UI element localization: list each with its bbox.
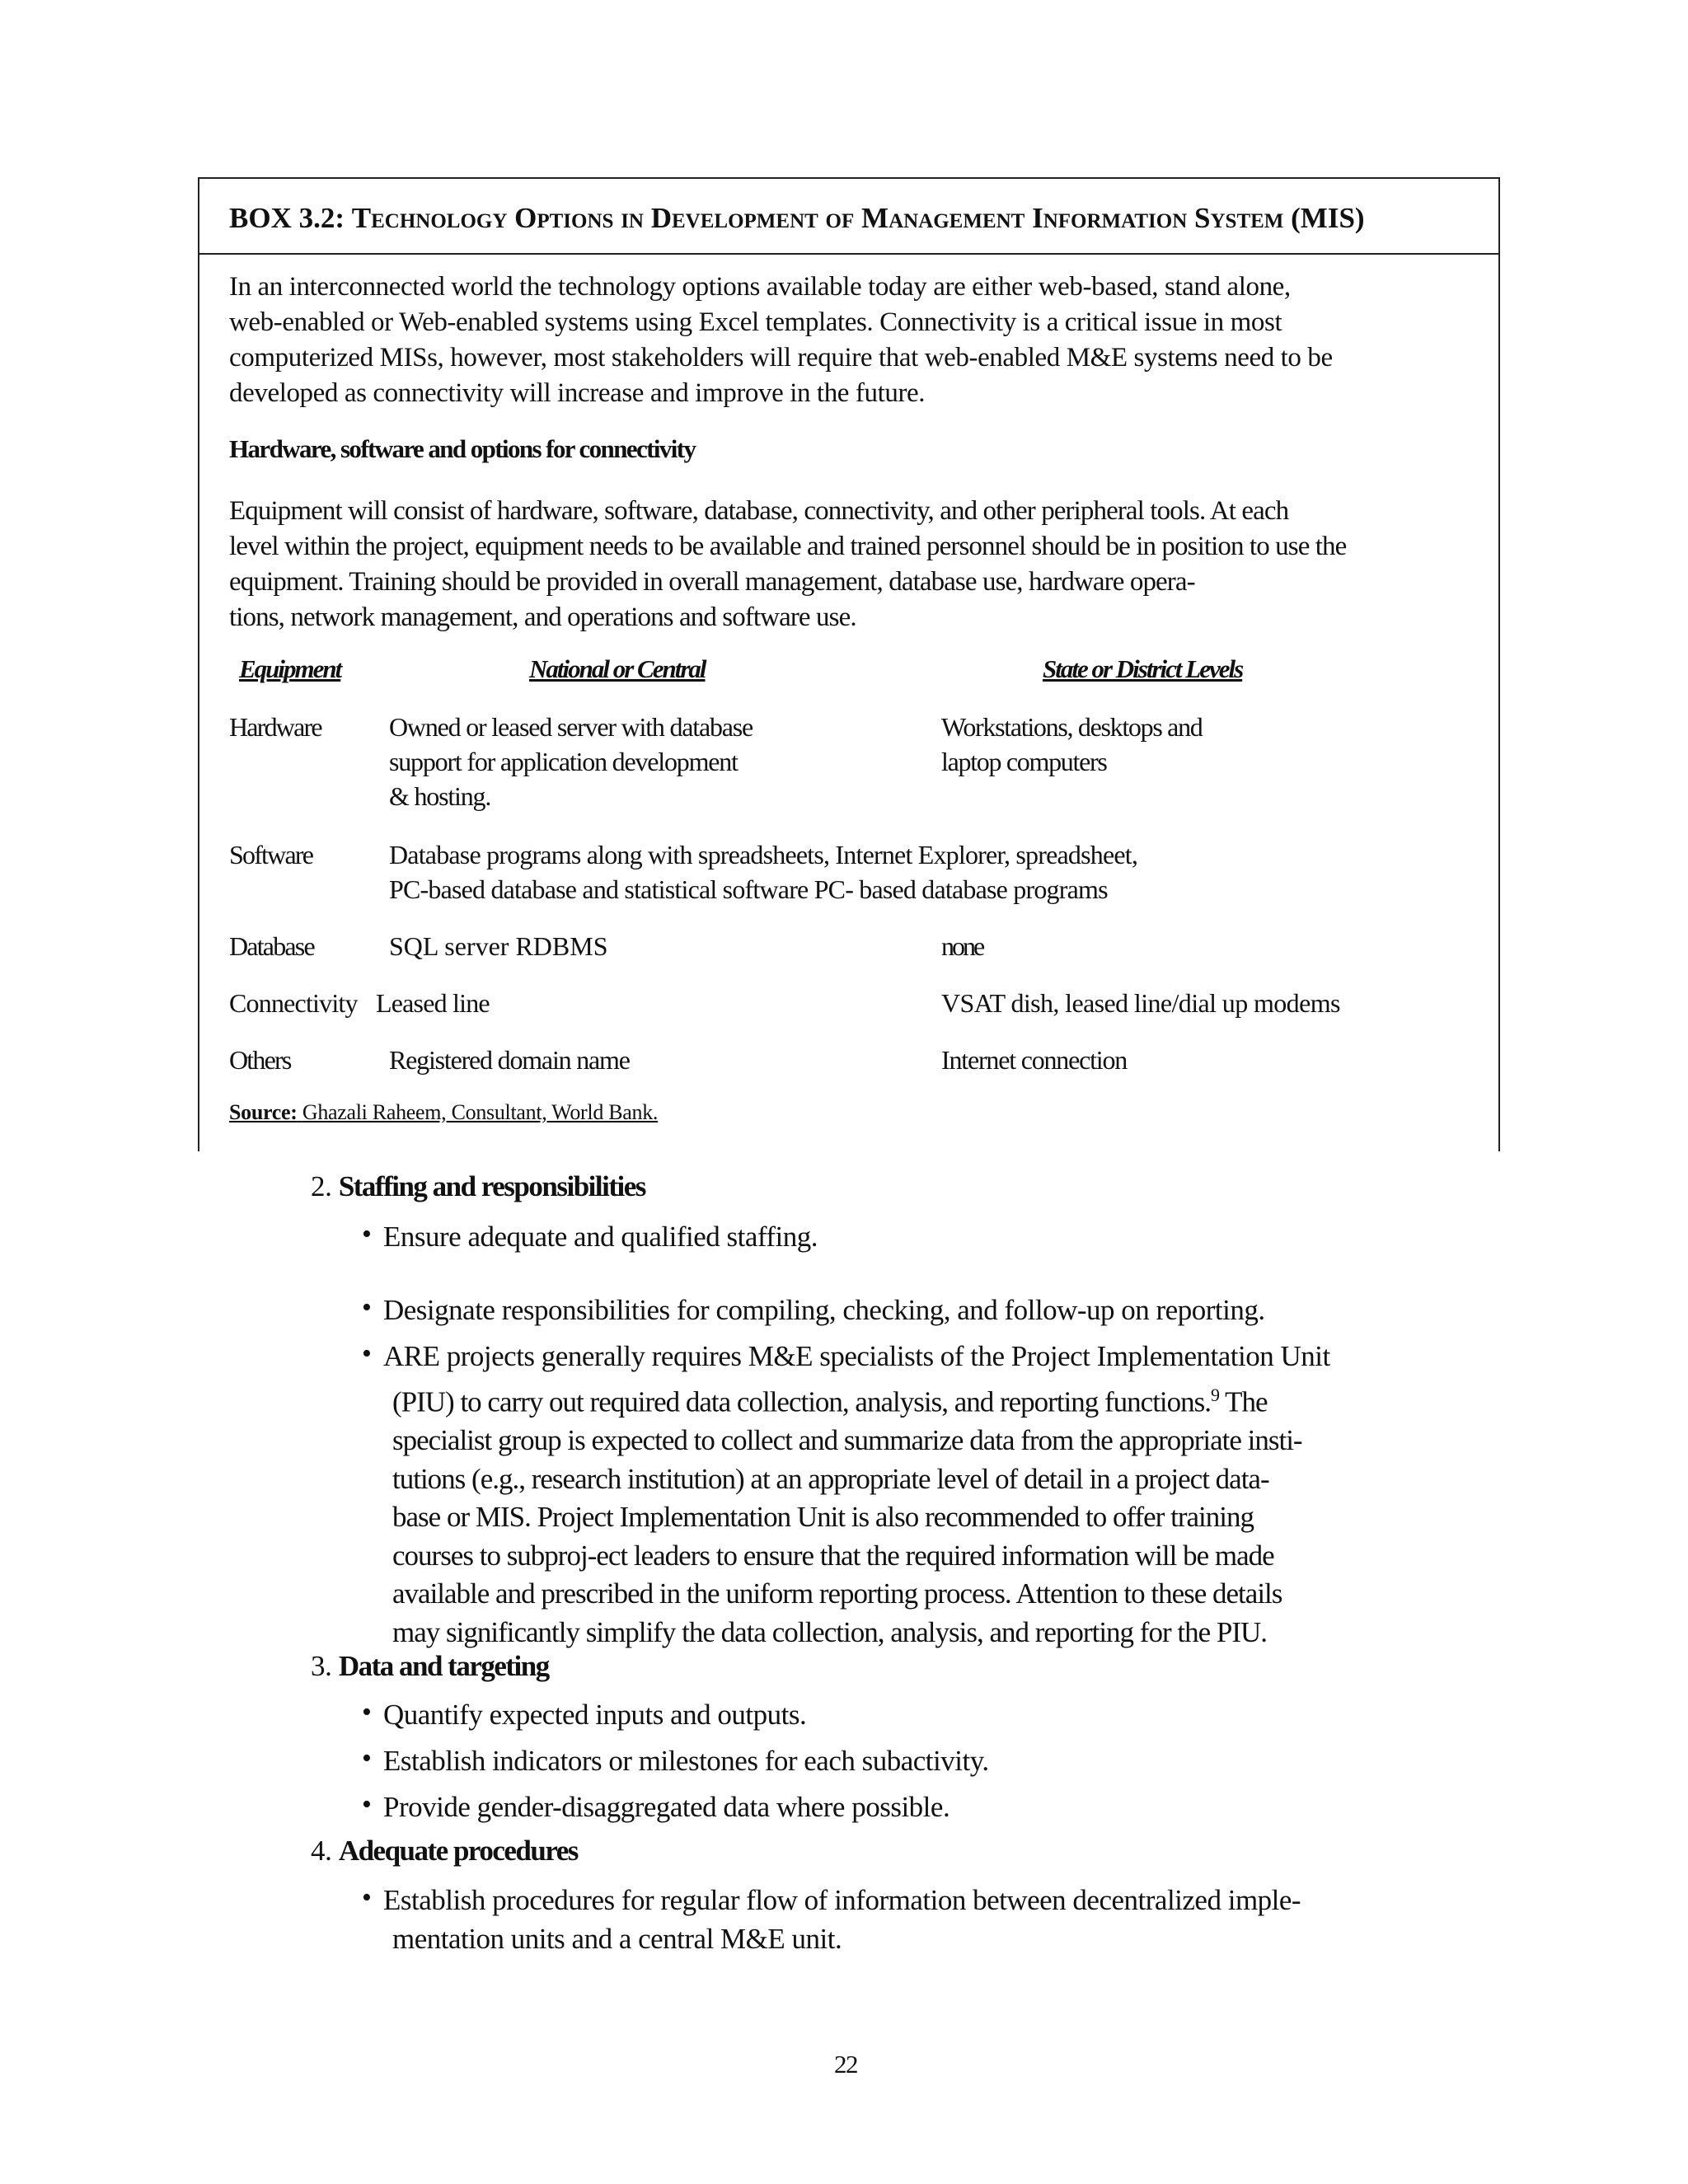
connectivity-national-cell: Leased line (376, 988, 490, 1018)
box-intro-paragraph: In an interconnected world the technology options available today are either web-based, stand alone, web-enabled or Web-enabled systems using Excel templates. Connectivity is a critical issue in most computerized MISs, however, most stakeholders will require that web-enabled M&E systems need to be developed as connectivity will increase and improve in the future. (229, 272, 1333, 408)
row-label-software: Software (229, 840, 313, 869)
box-equipment-paragraph: Equipment will consist of hardware, software, database, connectivity, and other peripheral tools. At each level within the project, equipment needs to be available and trained personnel should be in position to use the equipment. Training should be provided in overall management, database use, hardware opera- tions, network management, and operations and software use. (229, 496, 1347, 632)
col-header-equipment: Equipment (239, 654, 341, 683)
footnote-ref: 9 (1211, 1385, 1220, 1405)
section-4-bullet-1-continuation: mentation units and a central M&E unit. (392, 1923, 842, 1955)
others-national-cell: Registered domain name (389, 1045, 630, 1075)
database-state-cell: none (941, 931, 983, 961)
page-number: 22 (834, 2050, 857, 2079)
row-label-connectivity: Connectivity (229, 988, 358, 1018)
box-3-2 (198, 177, 1500, 1151)
connectivity-state-cell: VSAT dish, leased line/dial up modems (941, 988, 1340, 1018)
box-subheading: Hardware, software and options for connectivity (229, 434, 696, 463)
others-state-cell: Internet connection (941, 1045, 1128, 1075)
box-title: BOX 3.2: Technology Options in Development of Management Information System (MIS) (229, 202, 1365, 234)
section-2-heading: 2. Staffing and responsibilities (311, 1170, 645, 1202)
row-label-others: Others (229, 1045, 291, 1075)
section-4-bullet-1: • Establish procedures for regular flow of information between decentralized imple- (383, 1882, 1301, 1919)
section-2-bullet-3-continuation: (PIU) to carry out required data collection, analysis, and reporting functions.$^9$ The specialist group is expected to collect and summarize data from the appropriate insti- tutions (e.g., research institution) at an appropriate level of detail in a project data- base or MIS. Project Implementation Unit is also recommended to offer training courses to subproj-ect leaders to ensure that the required information will be made available and prescribed in the uniform reporting process. Attention to these details may significantly simplify the data collection, analysis, and reporting for the PIU. (392, 1385, 1302, 1648)
row-label-database: Database (229, 931, 314, 961)
section-2-bullet-2: • Designate responsibilities for compiling, checking, and follow-up on reporting. (383, 1291, 1265, 1329)
section-3-bullet-2: • Establish indicators or milestones for each subactivity. (383, 1742, 989, 1780)
col-header-national: National or Central (529, 654, 706, 683)
row-label-hardware: Hardware (229, 712, 321, 742)
section-4-heading: 4. Adequate procedures (311, 1835, 578, 1867)
box-title-words: Technology Options in Development of Management Information System (351, 202, 1284, 234)
section-2-bullet-3: • ARE projects generally requires M&E specialists of the Project Implementation Unit (383, 1338, 1330, 1376)
software-national-cell: Database programs along with spreadsheets, Internet Explorer, spreadsheet, PC-based database and statistical software PC- based database programs (389, 840, 1138, 904)
section-3-heading: 3. Data and targeting (311, 1650, 549, 1682)
box-source: Source: Ghazali Raheem, Consultant, World Bank. (229, 1100, 659, 1124)
box-title-divider (199, 253, 1498, 255)
section-3-bullet-1: • Quantify expected inputs and outputs. (383, 1696, 806, 1734)
col-header-state: State or District Levels (1043, 654, 1243, 683)
section-3-bullet-3: • Provide gender-disaggregated data where possible. (383, 1788, 950, 1826)
database-national-cell: SQL server RDBMS (389, 931, 608, 961)
section-2-bullet-1: • Ensure adequate and qualified staffing. (383, 1218, 818, 1256)
hardware-national-cell: Owned or leased server with database support for application development & hosting. (389, 712, 753, 811)
hardware-state-cell: Workstations, desktops and laptop computers (941, 712, 1203, 776)
